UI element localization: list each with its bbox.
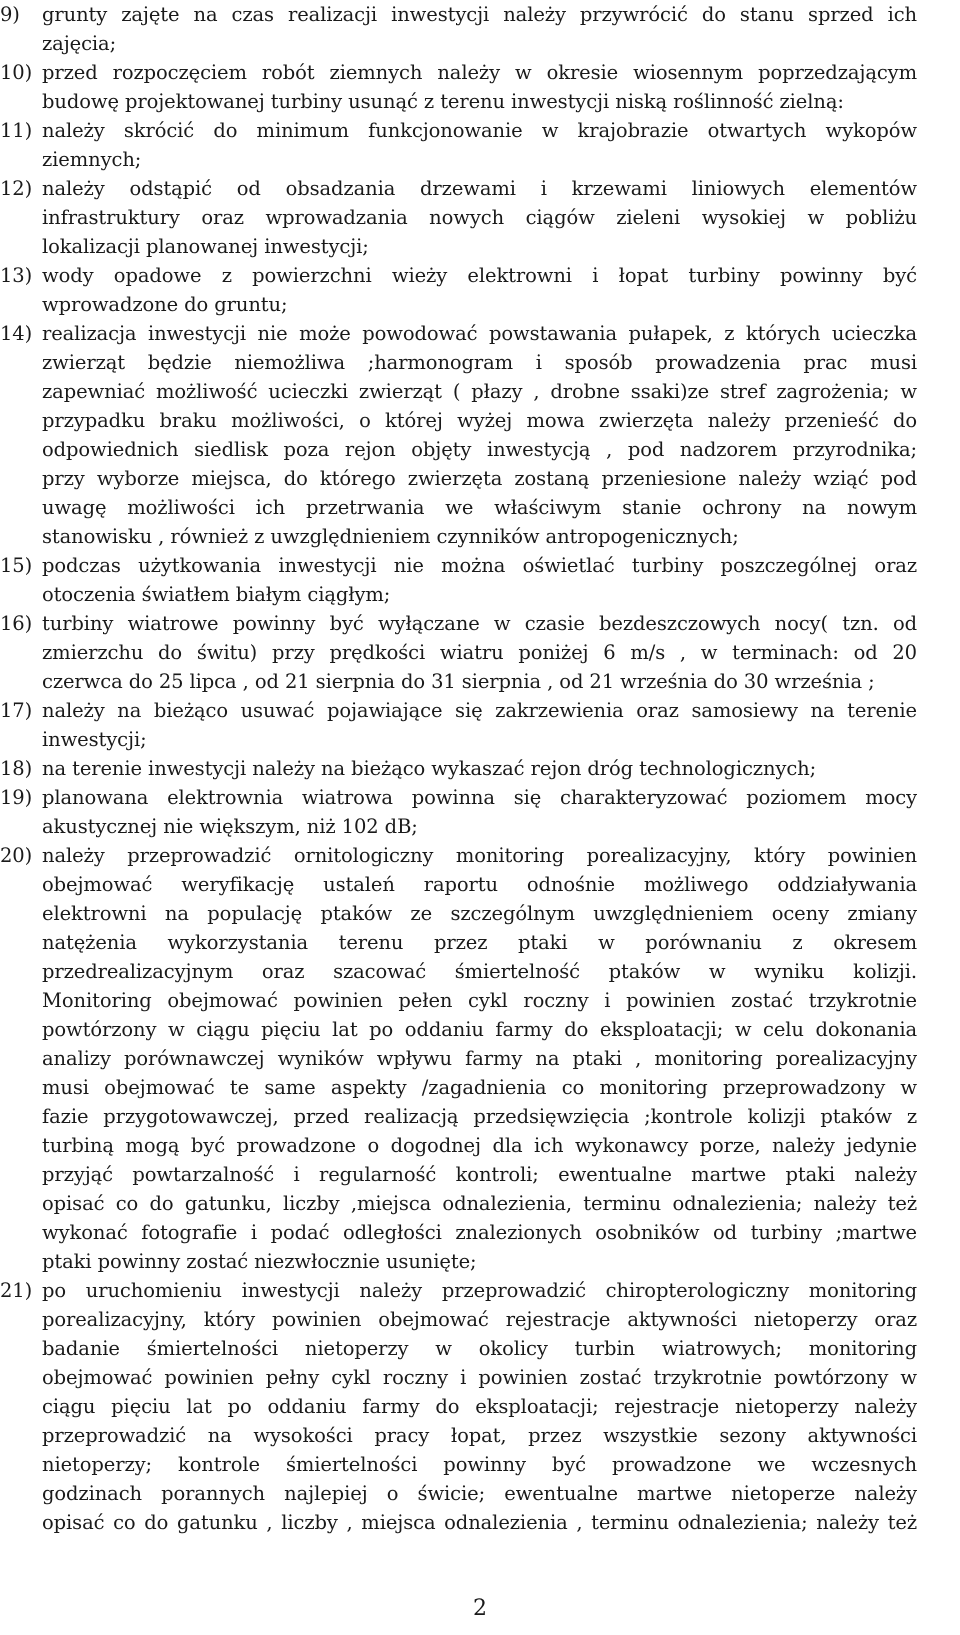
text-line: natężenia wykorzystania terenu przez ptaki w porównaniu z okresem [42, 931, 917, 954]
text-line: infrastruktury oraz wprowadzania nowych ciągów zieleni wysokiej w pobliżu [42, 206, 917, 229]
text-line: czerwca do 25 lipca , od 21 sierpnia do 31 sierpnia , od 21 września do 30 września ; [42, 670, 875, 693]
text-line: uwagę możliwości ich przetrwania we właściwym stanie ochrony na nowym [42, 496, 917, 519]
text-line: musi obejmować te same aspekty /zagadnienia co monitoring przeprowadzony w [42, 1076, 917, 1099]
list-item [0, 116, 960, 174]
text-line: grunty zajęte na czas realizacji inwestycji należy przywrócić do stanu sprzed ich [42, 3, 917, 26]
text-line: należy przeprowadzić ornitologiczny monitoring porealizacyjny, który powinien [42, 844, 917, 867]
text-line: przedrealizacyjnym oraz szacować śmiertelność ptaków w wyniku kolizji. [42, 960, 917, 983]
list-item-text [42, 0, 917, 58]
list-item-number: 12) [0, 177, 33, 200]
text-line: turbiny wiatrowe powinny być wyłączane w czasie bezdeszczowych nocy( tzn. od [42, 612, 917, 635]
text-line: opisać co do gatunku, liczby ,miejsca odnalezienia, terminu odnalezienia; należy też [42, 1192, 917, 1215]
list-item-number: 15) [0, 554, 33, 577]
text-line: otoczenia światłem białym ciągłym; [42, 583, 391, 606]
list-item-text [42, 116, 917, 174]
list-item [0, 696, 960, 754]
list-item [0, 609, 960, 696]
text-line: zwierząt będzie niemożliwa ;harmonogram i sposób prowadzenia prac musi [42, 351, 917, 374]
text-line: lokalizacji planowanej inwestycji; [42, 235, 369, 258]
list-item-number: 16) [0, 612, 33, 635]
text-line: ziemnych; [42, 148, 142, 171]
text-line: wykonać fotografie i podać odległości znalezionych osobników od turbiny ;martwe [42, 1221, 917, 1244]
text-line: wprowadzone do gruntu; [42, 293, 288, 316]
list-item-text [42, 783, 917, 841]
text-line: godzinach porannych najlepiej o świcie; ewentualne martwe nietoperze należy [42, 1482, 917, 1505]
list-item-number: 13) [0, 264, 33, 287]
list-item [0, 261, 960, 319]
list-item-text [42, 551, 917, 609]
text-line: należy skrócić do minimum funkcjonowanie w krajobrazie otwartych wykopów [42, 119, 917, 142]
list-item-number: 21) [0, 1279, 33, 1302]
text-line: wody opadowe z powierzchni wieży elektrowni i łopat turbiny powinny być [42, 264, 917, 287]
list-item-text [42, 319, 917, 551]
list-item-number: 17) [0, 699, 33, 722]
list-item-text [42, 754, 917, 783]
text-line: nietoperzy; kontrole śmiertelności powinny być prowadzone we wczesnych [42, 1453, 917, 1476]
text-line: ciągu pięciu lat po oddaniu farmy do eksploatacji; rejestracje nietoperzy należy [42, 1395, 917, 1418]
list-item-text [42, 609, 917, 696]
list-item-number: 11) [0, 119, 33, 142]
list-item [0, 754, 960, 783]
list-item [0, 174, 960, 261]
text-line: odpowiednich siedlisk poza rejon objęty inwestycją , pod nadzorem przyrodnika; [42, 438, 917, 461]
text-line: elektrowni na populację ptaków ze szczególnym uwzględnieniem oceny zmiany [42, 902, 917, 925]
text-line: przypadku braku możliwości, o której wyżej mowa zwierzęta należy przenieść do [42, 409, 917, 432]
text-line: zmierzchu do świtu) przy prędkości wiatru poniżej 6 m/s , w terminach: od 20 [42, 641, 917, 664]
list-item-number: 10) [0, 61, 33, 84]
list-item-text [42, 58, 917, 116]
text-line: należy na bieżąco usuwać pojawiające się zakrzewienia oraz samosiewy na terenie [42, 699, 917, 722]
list-item-text [42, 696, 917, 754]
text-line: zajęcia; [42, 32, 117, 55]
list-item [0, 58, 960, 116]
list-item-number: 19) [0, 786, 33, 809]
text-line: podczas użytkowania inwestycji nie można oświetlać turbiny poszczególnej oraz [42, 554, 917, 577]
text-line: zapewniać możliwość ucieczki zwierząt ( płazy , drobne ssaki)ze stref zagrożenia; w [42, 380, 917, 403]
text-line: opisać co do gatunku , liczby , miejsca odnalezienia , terminu odnalezienia; należy też [42, 1511, 917, 1534]
text-line: ptaki powinny zostać niezwłocznie usunięte; [42, 1250, 477, 1273]
list-item [0, 841, 960, 1276]
text-line: turbiną mogą być prowadzone o dogodnej dla ich wykonawcy porze, należy jedynie [42, 1134, 917, 1157]
text-line: powtórzony w ciągu pięciu lat po oddaniu farmy do eksploatacji; w celu dokonania [42, 1018, 917, 1041]
text-line: należy odstąpić od obsadzania drzewami i krzewami liniowych elementów [42, 177, 917, 200]
text-line: budowę projektowanej turbiny usunąć z terenu inwestycji niską roślinność zielną: [42, 90, 844, 113]
list-item [0, 0, 960, 58]
list-item-text [42, 1276, 917, 1537]
text-line: przy wyborze miejsca, do którego zwierzęta zostaną przeniesione należy wziąć pod [42, 467, 917, 490]
text-line: stanowisku , również z uwzględnieniem czynników antropogenicznych; [42, 525, 739, 548]
list-item-number: 14) [0, 322, 33, 345]
text-line: przed rozpoczęciem robót ziemnych należy w okresie wiosennym poprzedzającym [42, 61, 917, 84]
list-item [0, 319, 960, 551]
text-line: przyjąć powtarzalność i regularność kontroli; ewentualne martwe ptaki należy [42, 1163, 917, 1186]
text-line: Monitoring obejmować powinien pełen cykl roczny i powinien zostać trzykrotnie [42, 989, 917, 1012]
text-line: na terenie inwestycji należy na bieżąco wykaszać rejon dróg technologicznych; [42, 757, 817, 780]
list-item [0, 783, 960, 841]
list-item [0, 1276, 960, 1537]
list-item-text [42, 174, 917, 261]
text-line: inwestycji; [42, 728, 147, 751]
text-line: planowana elektrownia wiatrowa powinna się charakteryzować poziomem mocy [42, 786, 917, 809]
list-item-number: 9) [0, 3, 20, 26]
text-line: akustycznej nie większym, niż 102 dB; [42, 815, 418, 838]
list-item-text [42, 841, 917, 1276]
text-line: obejmować weryfikację ustaleń raportu odnośnie możliwego oddziaływania [42, 873, 917, 896]
text-line: po uruchomieniu inwestycji należy przeprowadzić chiropterologiczny monitoring [42, 1279, 917, 1302]
text-line: realizacja inwestycji nie może powodować powstawania pułapek, z których ucieczka [42, 322, 917, 345]
list-item-number: 20) [0, 844, 33, 867]
list-item-text [42, 261, 917, 319]
list-item-number: 18) [0, 757, 33, 780]
text-line: obejmować powinien pełny cykl roczny i powinien zostać trzykrotnie powtórzony w [42, 1366, 917, 1389]
text-line: fazie przygotowawczej, przed realizacją przedsięwzięcia ;kontrole kolizji ptaków z [42, 1105, 917, 1128]
text-line: porealizacyjny, który powinien obejmować rejestracje aktywności nietoperzy oraz [42, 1308, 917, 1331]
text-line: przeprowadzić na wysokości pracy łopat, przez wszystkie sezony aktywności [42, 1424, 917, 1447]
list-item [0, 551, 960, 609]
text-line: badanie śmiertelności nietoperzy w okolicy turbin wiatrowych; monitoring [42, 1337, 917, 1360]
page-number: 2 [473, 1596, 487, 1621]
text-line: analizy porównawczej wyników wpływu farmy na ptaki , monitoring porealizacyjny [42, 1047, 917, 1070]
